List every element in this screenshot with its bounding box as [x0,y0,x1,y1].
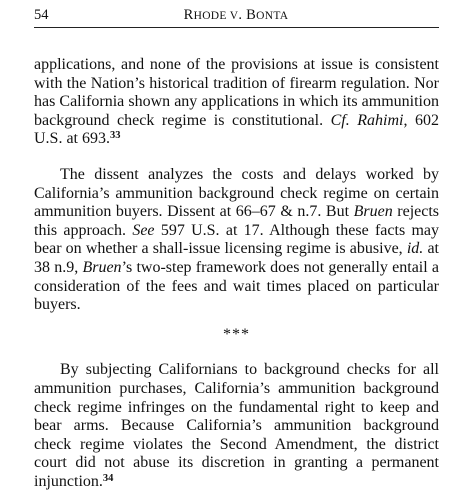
p2-text-4: at 38 n.9, [34,240,439,276]
page-number: 54 [34,7,49,23]
paragraph-3 [34,361,439,491]
section-separator: *** [223,325,250,343]
p2-signal-see: See [132,221,155,239]
p1-cite-case: Rahimi [357,111,404,129]
p2-text-1: The dissent analyzes the costs and delays worked by California’s ammunition background check regime on certain ammunition buyers. Dissent at 66–67 & n.7. But [34,165,439,221]
running-head-onta: ONTA [256,10,289,22]
p2-text-5: ’s two-step framework does not generally entail a consideration of the fees and wait times placed on particular buyers. [34,258,440,314]
p2-text-3: 597 U.S. at 17. Although these facts may bear on whether a shall-issue licensing regime is abusive, [34,221,440,258]
p2-case-bruen-2: Bruen [82,258,122,276]
p2-case-bruen-1: Bruen [353,203,393,221]
running-head-b: B [246,7,257,23]
running-head [34,7,438,24]
paragraph-1 [34,56,439,149]
p1-cite-signal: Cf. [330,111,350,129]
paragraph-2 [34,166,439,315]
header-rule [34,27,439,28]
footnote-marker-34[interactable]: 34 [102,472,114,484]
p1-text-2: , 602 U.S. at 693. [34,111,440,148]
p2-id: id. [406,240,424,258]
running-head-r: R [183,7,194,23]
footnote-marker-33[interactable]: 33 [110,130,121,142]
p3-text-1: By subjecting Californians to background checks for all ammunition purchases, California’s ammunition background check regime infringes on the fundamental right to keep and bear arms. Because California’s ammunition background check regime violates the Second Amendment, the district court did not abuse its discretion in granting a permanent injunction. [34,361,439,490]
p2-text-2: rejects this approach. [34,203,440,239]
body-text [34,56,439,491]
running-head-rhode-v: HODE V [193,10,239,22]
running-head-sep: . [238,7,247,23]
p1-text-1: applications, and none of the provisions at issue is consistent with the Nation’s historical tradition of firearm regulation. Nor has California shown any applications in which its ammunition background check regime is constitutional. [34,56,439,129]
page-header [34,7,438,27]
